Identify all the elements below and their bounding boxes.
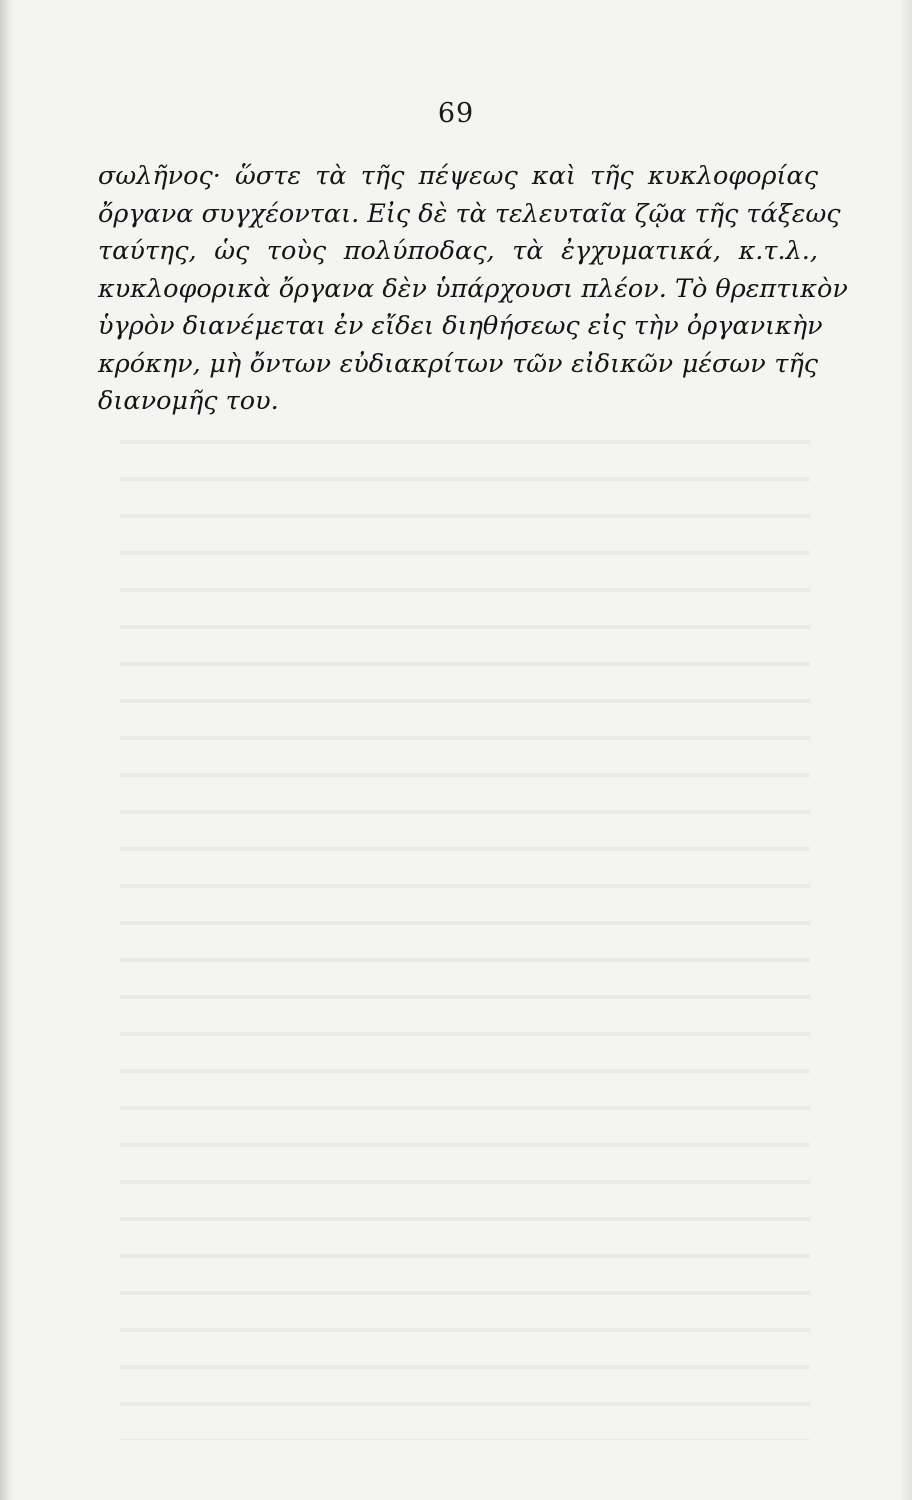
text-line: ὑγρὸν διανέμεται ἐν εἴδει διηθήσεως εἰς τὴν ὀργανικὴν: [98, 311, 823, 341]
text-line: κρόκην, μὴ ὄντων εὐδιακρίτων τῶν εἰδικῶν μέσων τῆς: [98, 348, 818, 379]
body-paragraph: [98, 158, 848, 421]
page-edge-shadow: [900, 0, 912, 1500]
text-line: κυκλοφορικὰ ὄργανα δὲν ὑπάρχουσι πλέον. Τὸ θρεπτικὸν: [98, 273, 848, 304]
page-spine-shadow: [0, 0, 14, 1500]
text-line: ταύτης, ὡς τοὺς πολύποδας, τὰ ἐγχυματικά, κ.τ.λ.,: [98, 236, 818, 266]
text-line: διανομῆς του.: [98, 386, 279, 416]
show-through-text: [120, 420, 810, 1440]
text-line: ὄργανα συγχέονται. Εἰς δὲ τὰ τελευταῖα ζῷα τῆς τάξεως: [98, 198, 841, 229]
text-line: σωλῆνος· ὥστε τὰ τῆς πέψεως καὶ τῆς κυκλοφορίας: [98, 161, 818, 191]
page-number: 69: [437, 98, 475, 129]
